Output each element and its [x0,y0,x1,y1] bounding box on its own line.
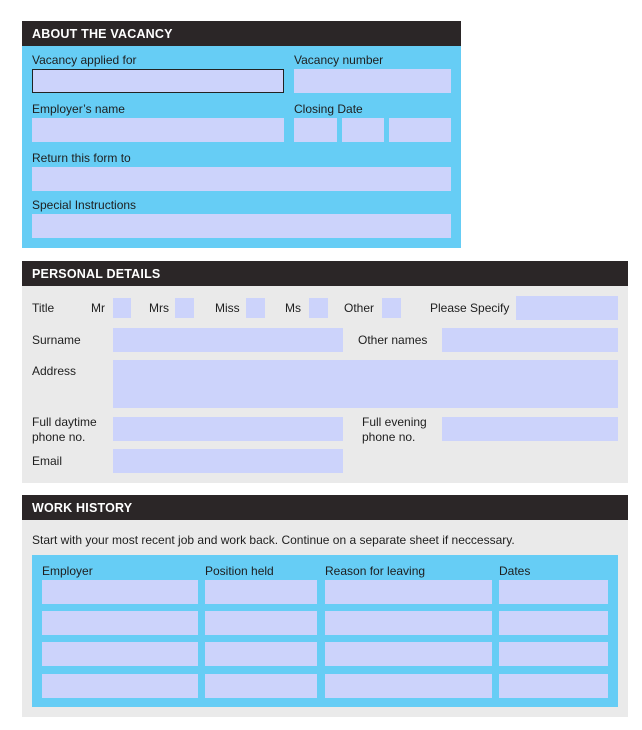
closing-date-day-input[interactable] [294,118,337,142]
please-specify-label: Please Specify [430,301,510,315]
title-miss-checkbox[interactable] [246,298,265,318]
title-other-label: Other [344,301,375,315]
position-input[interactable] [205,674,317,698]
evening-phone-input[interactable] [442,417,618,441]
work-header: WORK HISTORY [22,495,628,520]
evening-phone-label-line1: Full evening [362,415,427,429]
dates-input[interactable] [499,580,608,604]
employer-input[interactable] [42,611,198,635]
closing-date-label: Closing Date [294,102,363,116]
reason-input[interactable] [325,674,492,698]
reason-input[interactable] [325,642,492,666]
employer-input[interactable] [42,580,198,604]
vacancy-number-input[interactable] [294,69,451,93]
daytime-phone-label-line2: phone no. [32,430,86,444]
column-header-position: Position held [205,564,274,578]
title-other-checkbox[interactable] [382,298,401,318]
vacancy-header: ABOUT THE VACANCY [22,21,461,46]
reason-input[interactable] [325,580,492,604]
special-instructions-label: Special Instructions [32,198,137,212]
surname-input[interactable] [113,328,343,352]
address-input[interactable] [113,360,618,408]
vacancy-applied-for-input[interactable] [32,69,284,93]
title-ms-checkbox[interactable] [309,298,328,318]
daytime-phone-label-line1: Full daytime [32,415,97,429]
position-input[interactable] [205,580,317,604]
email-input[interactable] [113,449,343,473]
return-form-input[interactable] [32,167,451,191]
dates-input[interactable] [499,642,608,666]
position-input[interactable] [205,642,317,666]
title-miss-label: Miss [215,301,240,315]
email-label: Email [32,454,63,468]
surname-label: Surname [32,333,81,347]
employer-name-label: Employer’s name [32,102,125,116]
dates-input[interactable] [499,611,608,635]
return-form-label: Return this form to [32,151,131,165]
employer-input[interactable] [42,674,198,698]
title-ms-label: Ms [285,301,301,315]
closing-date-year-input[interactable] [389,118,451,142]
vacancy-applied-for-label: Vacancy applied for [32,53,137,67]
other-names-label: Other names [358,333,428,347]
employer-name-input[interactable] [32,118,284,142]
title-mr-label: Mr [91,301,105,315]
title-label: Title [32,301,55,315]
evening-phone-label-line2: phone no. [362,430,416,444]
column-header-dates: Dates [499,564,531,578]
closing-date-month-input[interactable] [342,118,384,142]
personal-header: PERSONAL DETAILS [22,261,628,286]
dates-input[interactable] [499,674,608,698]
special-instructions-input[interactable] [32,214,451,238]
title-mrs-label: Mrs [149,301,169,315]
title-mrs-checkbox[interactable] [175,298,194,318]
vacancy-number-label: Vacancy number [294,53,384,67]
please-specify-input[interactable] [516,296,618,320]
employer-input[interactable] [42,642,198,666]
other-names-input[interactable] [442,328,618,352]
column-header-employer: Employer [42,564,93,578]
work-intro-text: Start with your most recent job and work back. Continue on a separate sheet if neccessary. [32,533,515,547]
title-mr-checkbox[interactable] [113,298,131,318]
position-input[interactable] [205,611,317,635]
reason-input[interactable] [325,611,492,635]
address-label: Address [32,364,77,378]
column-header-reason: Reason for leaving [325,564,426,578]
daytime-phone-input[interactable] [113,417,343,441]
